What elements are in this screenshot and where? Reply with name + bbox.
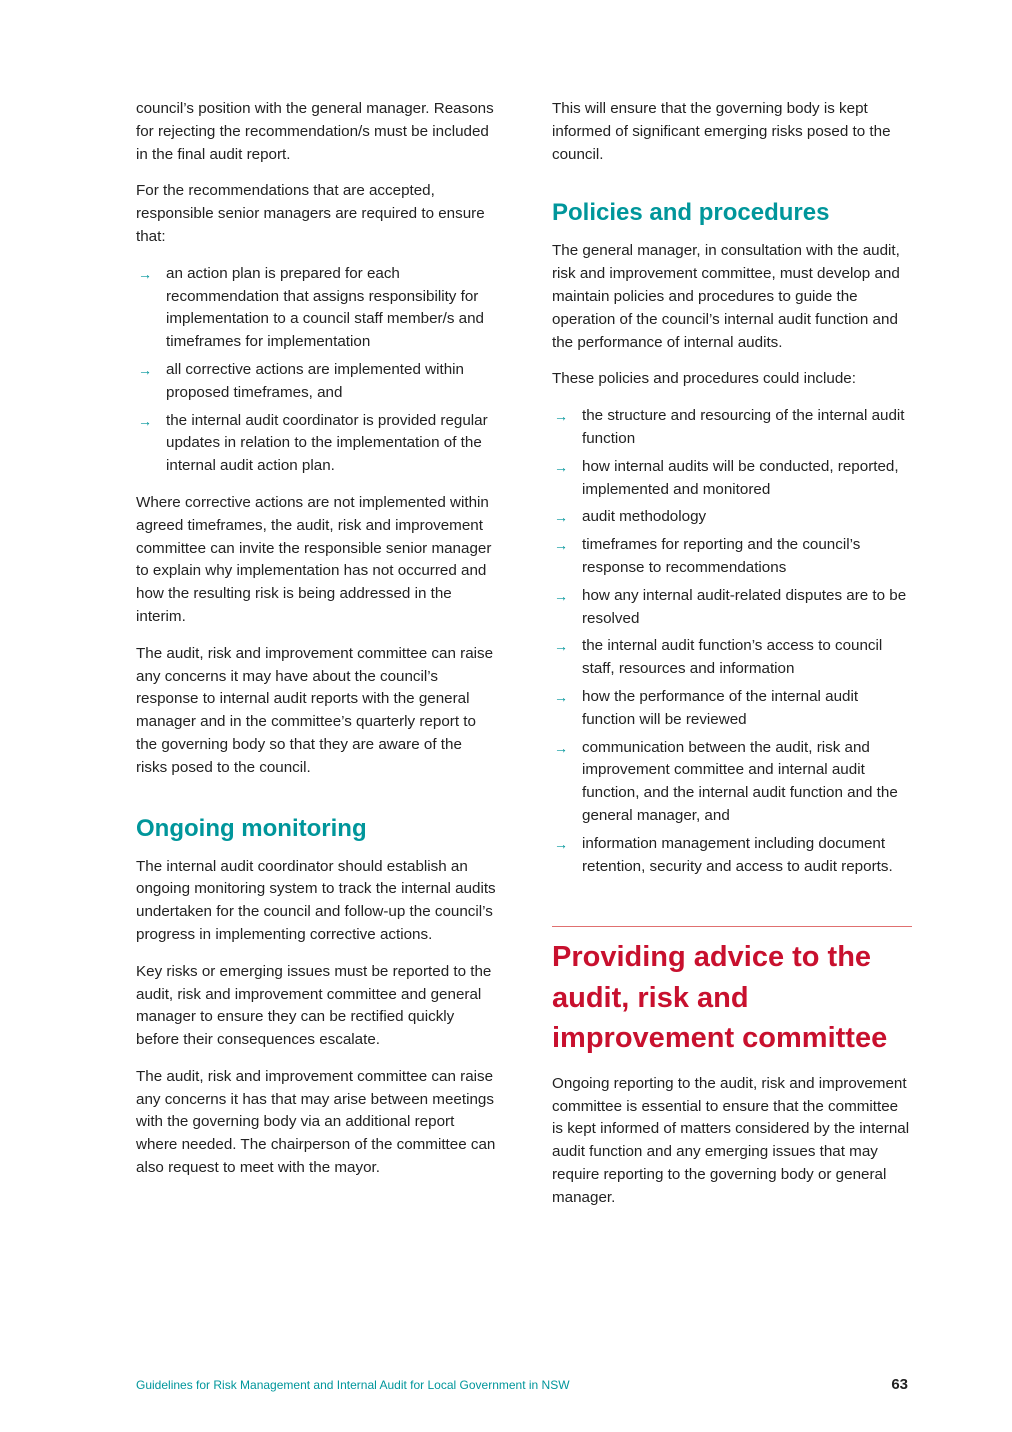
section-heading-ongoing-monitoring: Ongoing monitoring	[136, 814, 367, 842]
list-item	[136, 410, 496, 478]
paragraph: These policies and procedures could include:	[552, 370, 856, 388]
left-column	[136, 98, 496, 1194]
right-column	[552, 98, 912, 1224]
list-item	[552, 534, 912, 580]
paragraph: Where corrective actions are not implemented within agreed timeframes, the audit, risk and improvement committee can invite the responsible senior manager to explain why implementation has not occurred and how the resulting risk is being addressed in the interim.	[136, 493, 492, 625]
list-item-text: the structure and resourcing of the internal audit function	[582, 407, 905, 447]
paragraph: For the recommendations that are accepted, responsible senior managers are required to ensure that:	[136, 182, 485, 245]
arrow-right-icon: →	[554, 739, 568, 756]
list-item-text: how any internal audit-related disputes are to be resolved	[582, 586, 907, 627]
list-item-text: all corrective actions are implemented within proposed timeframes, and	[166, 360, 464, 401]
list-item-text: communication between the audit, risk and improvement committee and internal audit function, and the internal audit function and the general manager, and	[582, 738, 898, 824]
paragraph: This will ensure that the governing body is kept informed of significant emerging risks posed to the council.	[552, 100, 891, 163]
list-item	[552, 456, 912, 502]
arrow-right-icon: →	[554, 638, 568, 655]
list-item-text: the internal audit function’s access to council staff, resources and information	[582, 637, 883, 678]
arrow-right-icon: →	[554, 537, 568, 554]
list-item	[552, 635, 912, 681]
paragraph: council’s position with the general manager. Reasons for rejecting the recommendation/s must be included in the final audit report.	[136, 100, 494, 163]
page-number: 63	[891, 1376, 908, 1393]
arrow-right-icon: →	[554, 688, 568, 705]
arrow-right-icon: →	[138, 265, 152, 282]
arrow-right-icon: →	[554, 835, 568, 852]
section-divider	[552, 926, 912, 927]
list-item-text: how internal audits will be conducted, reported, implemented and monitored	[582, 457, 899, 498]
list-item-text: information management including document retention, security and access to audit reports.	[582, 834, 893, 875]
list-item	[136, 263, 496, 354]
arrow-right-icon: →	[554, 408, 568, 425]
paragraph: The audit, risk and improvement committee can raise any concerns it has that may arise between meetings with the governing body via an additional report where needed. The chairperson of the committee can also request to meet with the mayor.	[136, 1067, 496, 1177]
paragraph: The general manager, in consultation with the audit, risk and improvement committee, must develop and maintain policies and procedures to guide the operation of the council’s internal audit function and the performance of internal audits.	[552, 242, 900, 351]
paragraph: The internal audit coordinator should establish an ongoing monitoring system to track the internal audits undertaken for the council and follow-up the council’s progress in implementing corrective actions.	[136, 857, 496, 943]
list-item-text: audit methodology	[582, 508, 707, 526]
list-item	[136, 359, 496, 405]
arrow-right-icon: →	[554, 509, 568, 526]
footer-title: Guidelines for Risk Management and Internal Audit for Local Government in NSW	[136, 1378, 570, 1392]
paragraph: The audit, risk and improvement committee can raise any concerns it may have about the council’s response to internal audit reports with the general manager and in the committee’s quarterly report to the governing body so that they are aware of the risks posed to the council.	[136, 644, 494, 776]
paragraph: Key risks or emerging issues must be reported to the audit, risk and improvement committee and general manager to ensure they can be rectified quickly before their consequences escalate.	[136, 962, 492, 1049]
arrow-right-icon: →	[138, 361, 152, 378]
list-item	[552, 737, 912, 828]
arrow-right-icon: →	[554, 587, 568, 604]
bullet-list	[136, 263, 496, 478]
list-item	[552, 686, 912, 732]
section-heading-providing-advice: Providing advice to the audit, risk and improvement committee	[552, 941, 888, 1055]
list-item-text: an action plan is prepared for each recommendation that assigns responsibility for implementation to a council staff member/s and timeframes for implementation	[166, 264, 484, 351]
paragraph: Ongoing reporting to the audit, risk and improvement committee is essential to ensure that the committee is kept informed of matters considered by the internal audit function and any emerging issues that may require reporting to the governing body or general manager.	[552, 1074, 910, 1206]
page-footer	[136, 1376, 908, 1393]
section-heading-policies: Policies and procedures	[552, 199, 830, 227]
arrow-right-icon: →	[138, 412, 152, 429]
list-item	[552, 405, 912, 451]
list-item-text: how the performance of the internal audit function will be reviewed	[582, 687, 859, 728]
arrow-right-icon: →	[554, 458, 568, 475]
bullet-list	[552, 405, 912, 878]
list-item-text: the internal audit coordinator is provided regular updates in relation to the implementation of the internal audit action plan.	[166, 411, 488, 475]
list-item-text: timeframes for reporting and the council’s response to recommendations	[582, 536, 861, 576]
list-item	[552, 833, 912, 879]
list-item	[552, 506, 912, 529]
list-item	[552, 585, 912, 631]
